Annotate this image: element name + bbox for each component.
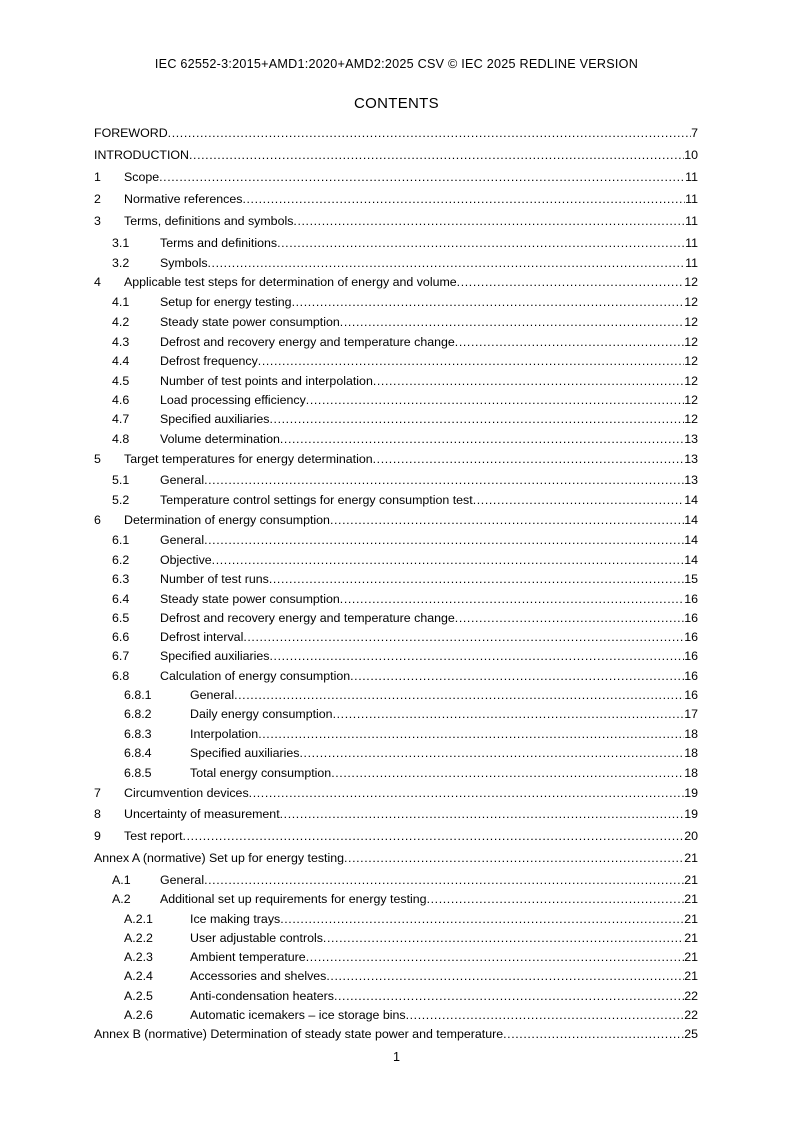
- toc-leader-dots: [280, 806, 685, 823]
- toc-entry-label: Defrost and recovery energy and temperature change: [160, 611, 455, 625]
- toc-entry-label: Temperature control settings for energy consumption test: [160, 493, 473, 507]
- toc-entry-number: 9: [94, 829, 101, 843]
- toc-entry-number: 8: [94, 807, 101, 821]
- toc-entry-page: 16: [684, 630, 698, 644]
- toc-leader-dots: [330, 512, 684, 529]
- toc-entry-label: Determination of energy consumption: [124, 513, 330, 527]
- toc-entry-number: A.2.3: [124, 950, 153, 964]
- toc-entry[interactable]: [94, 492, 698, 509]
- toc-entry-label: INTRODUCTION: [94, 148, 189, 162]
- toc-entry-page: 25: [684, 1027, 698, 1041]
- toc-entry-page: 12: [684, 275, 698, 289]
- toc-leader-dots: [350, 668, 684, 685]
- toc-entry-label: Total energy consumption: [190, 766, 332, 780]
- toc-leader-dots: [208, 255, 686, 272]
- toc-entry-number: 7: [94, 786, 101, 800]
- toc-entry-label: Normative references: [124, 192, 243, 206]
- toc-leader-dots: [331, 765, 684, 782]
- toc-leader-dots: [334, 988, 684, 1005]
- toc-entry[interactable]: [94, 274, 698, 291]
- toc-entry-page: 12: [684, 295, 698, 309]
- toc-entry[interactable]: [94, 235, 698, 252]
- toc-leader-dots: [340, 591, 684, 608]
- toc-entry[interactable]: [94, 745, 698, 762]
- page-number: 1: [392, 1050, 400, 1064]
- toc-entry-page: 16: [684, 669, 698, 683]
- toc-leader-dots: [293, 213, 685, 230]
- toc-entry-page: 18: [684, 746, 698, 760]
- toc-entry-number: 4: [94, 275, 101, 289]
- toc-entry-number: 6.5: [112, 611, 130, 625]
- toc-entry-label: Terms and definitions: [160, 236, 278, 250]
- toc-entry[interactable]: [94, 968, 698, 985]
- toc-leader-dots: [204, 472, 684, 489]
- toc-entry-page: 14: [684, 553, 698, 567]
- toc-entry-number: A.2.2: [124, 931, 153, 945]
- toc-entry-number: 4.7: [112, 412, 130, 426]
- toc-entry[interactable]: [94, 648, 698, 665]
- toc-entry-number: 6.3: [112, 572, 130, 586]
- toc-entry[interactable]: [94, 213, 698, 230]
- toc-entry-label: FOREWORD: [94, 126, 168, 140]
- toc-leader-dots: [270, 411, 685, 428]
- toc-leader-dots: [269, 571, 684, 588]
- toc-entry-page: 15: [684, 572, 698, 586]
- toc-entry-page: 16: [684, 592, 698, 606]
- toc-leader-dots: [323, 930, 684, 947]
- toc-entry-number: 6.8.5: [124, 766, 152, 780]
- toc-entry[interactable]: [94, 147, 698, 164]
- toc-entry-label: Defrost frequency: [160, 354, 258, 368]
- toc-entry-label: Steady state power consumption: [160, 592, 340, 606]
- toc-entry[interactable]: [94, 949, 698, 966]
- toc-entry-page: 20: [684, 829, 698, 843]
- toc-entry-label: Symbols: [160, 256, 208, 270]
- toc-leader-dots: [373, 451, 685, 468]
- toc-entry-number: A.2.1: [124, 912, 153, 926]
- toc-entry[interactable]: [94, 785, 698, 802]
- toc-entry-number: 6.8.2: [124, 707, 152, 721]
- toc-entry-page: 22: [684, 1008, 698, 1022]
- toc-entry-page: 21: [684, 950, 698, 964]
- toc-entry[interactable]: [94, 255, 698, 272]
- toc-entry[interactable]: [94, 911, 698, 928]
- toc-entry-page: 21: [684, 873, 698, 887]
- toc-entry[interactable]: [94, 765, 698, 782]
- toc-leader-dots: [427, 891, 685, 908]
- toc-leader-dots: [243, 629, 684, 646]
- toc-entry-label: Specified auxiliaries: [190, 746, 300, 760]
- toc-entry[interactable]: [94, 726, 698, 743]
- toc-entry-label: Scope: [124, 170, 160, 184]
- toc-entry[interactable]: [94, 872, 698, 889]
- toc-entry-page: 14: [684, 493, 698, 507]
- toc-leader-dots: [159, 169, 685, 186]
- toc-entry-label: Objective: [160, 553, 212, 567]
- toc-leader-dots: [242, 191, 685, 208]
- toc-leader-dots: [183, 828, 685, 845]
- toc-leader-dots: [455, 610, 684, 627]
- toc-leader-dots: [212, 552, 685, 569]
- toc-leader-dots: [455, 334, 684, 351]
- toc-entry-number: 2: [94, 192, 101, 206]
- toc-entry-label: Ambient temperature: [190, 950, 306, 964]
- toc-leader-dots: [258, 353, 684, 370]
- toc-entry[interactable]: [94, 828, 698, 845]
- toc-entry[interactable]: [94, 125, 698, 142]
- toc-entry-label: Annex B (normative) Determination of steady state power and temperature: [94, 1027, 504, 1041]
- toc-entry[interactable]: [94, 806, 698, 823]
- toc-entry-page: 18: [684, 766, 698, 780]
- toc-entry[interactable]: [94, 411, 698, 428]
- toc-entry-number: 6: [94, 513, 101, 527]
- toc-entry-number: 6.8.3: [124, 727, 152, 741]
- toc-entry-label: Test report: [124, 829, 183, 843]
- toc-entry-number: A.2: [112, 892, 131, 906]
- toc-leader-dots: [333, 706, 685, 723]
- toc-leader-dots: [473, 492, 685, 509]
- toc-entry-number: 1: [94, 170, 101, 184]
- toc-leader-dots: [270, 648, 685, 665]
- toc-leader-dots: [292, 294, 685, 311]
- toc-entry-number: 3.2: [112, 256, 130, 270]
- toc-entry-page: 19: [684, 807, 698, 821]
- toc-entry-number: 6.2: [112, 553, 130, 567]
- toc-entry-page: 11: [685, 256, 698, 270]
- toc-leader-dots: [189, 147, 684, 164]
- toc-leader-dots: [168, 125, 691, 142]
- page-header: IEC 62552-3:2015+AMD1:2020+AMD2:2025 CSV © IEC 2025 REDLINE VERSION: [154, 57, 639, 71]
- toc-entry-page: 21: [684, 851, 698, 865]
- toc-entry-page: 14: [684, 513, 698, 527]
- toc-entry-label: General: [160, 473, 205, 487]
- toc-entry-page: 10: [684, 148, 698, 162]
- toc-entry-label: Specified auxiliaries: [160, 649, 270, 663]
- toc-entry-number: 6.8: [112, 669, 130, 683]
- toc-entry-number: 5.1: [112, 473, 130, 487]
- toc-entry-label: Volume determination: [160, 432, 280, 446]
- toc-entry-number: A.2.5: [124, 989, 153, 1003]
- toc-entry[interactable]: [94, 392, 698, 409]
- toc-entry[interactable]: [94, 706, 698, 723]
- toc-entry[interactable]: [94, 1026, 698, 1043]
- toc-entry-page: 12: [684, 374, 698, 388]
- toc-leader-dots: [249, 785, 685, 802]
- toc-entry-page: 16: [684, 611, 698, 625]
- toc-entry-number: A.1: [112, 873, 131, 887]
- toc-entry[interactable]: [94, 353, 698, 370]
- toc-entry[interactable]: [94, 451, 698, 468]
- toc-entry-page: 14: [684, 533, 698, 547]
- toc-entry-label: Specified auxiliaries: [160, 412, 270, 426]
- toc-entry-page: 11: [685, 236, 698, 250]
- toc-leader-dots: [234, 687, 684, 704]
- toc-leader-dots: [340, 314, 684, 331]
- toc-entry[interactable]: [94, 532, 698, 549]
- toc-entry[interactable]: [94, 571, 698, 588]
- toc-entry-label: General: [190, 688, 235, 702]
- toc-entry-label: Defrost and recovery energy and temperature change: [160, 335, 455, 349]
- toc-entry[interactable]: [94, 850, 698, 867]
- toc-leader-dots: [306, 949, 685, 966]
- toc-entry-page: 18: [684, 727, 698, 741]
- toc-entry-page: 16: [684, 688, 698, 702]
- toc-entry[interactable]: [94, 294, 698, 311]
- toc-entry-page: 17: [684, 707, 698, 721]
- toc-entry-label: Number of test runs: [160, 572, 269, 586]
- toc-entry[interactable]: [94, 373, 698, 390]
- toc-entry-page: 16: [684, 649, 698, 663]
- toc-entry-page: 11: [685, 192, 698, 206]
- toc-entry-number: 4.1: [112, 295, 130, 309]
- toc-entry-number: 6.8.4: [124, 746, 152, 760]
- toc-entry[interactable]: [94, 314, 698, 331]
- toc-leader-dots: [280, 431, 684, 448]
- toc-entry-number: 6.8.1: [124, 688, 152, 702]
- toc-entry-label: Steady state power consumption: [160, 315, 340, 329]
- toc-entry-label: Setup for energy testing: [160, 295, 292, 309]
- toc-entry-page: 13: [684, 473, 698, 487]
- toc-entry-label: Interpolation: [190, 727, 259, 741]
- toc-entry-label: Ice making trays: [190, 912, 281, 926]
- toc-entry-page: 12: [684, 354, 698, 368]
- toc-entry-number: 4.6: [112, 393, 130, 407]
- toc-entry-number: 4.4: [112, 354, 130, 368]
- toc-entry-page: 12: [684, 412, 698, 426]
- toc-leader-dots: [406, 1007, 685, 1024]
- toc-entry[interactable]: [94, 552, 698, 569]
- toc-entry-label: Calculation of energy consumption: [160, 669, 351, 683]
- toc-entry-number: 6.7: [112, 649, 130, 663]
- toc-leader-dots: [306, 392, 684, 409]
- toc-leader-dots: [326, 968, 684, 985]
- toc-entry-number: 3: [94, 214, 101, 228]
- toc-entry-label: Accessories and shelves: [190, 969, 327, 983]
- toc-entry-label: Uncertainty of measurement: [124, 807, 280, 821]
- toc-entry-number: 6.6: [112, 630, 130, 644]
- toc-entry[interactable]: [94, 687, 698, 704]
- toc-entry-label: Terms, definitions and symbols: [124, 214, 294, 228]
- toc-entry-label: Defrost interval: [160, 630, 244, 644]
- page-title: CONTENTS: [354, 95, 439, 112]
- toc-entry[interactable]: [94, 891, 698, 908]
- toc-entry-label: User adjustable controls: [190, 931, 323, 945]
- toc-entry-label: Circumvention devices: [124, 786, 249, 800]
- toc-entry[interactable]: [94, 610, 698, 627]
- toc-entry-page: 21: [684, 892, 698, 906]
- toc-leader-dots: [344, 850, 684, 867]
- toc-entry[interactable]: [94, 930, 698, 947]
- toc-leader-dots: [204, 872, 684, 889]
- toc-entry[interactable]: [94, 1007, 698, 1024]
- toc-entry-number: 5: [94, 452, 101, 466]
- toc-entry-label: Load processing efficiency: [160, 393, 306, 407]
- toc-entry-label: Annex A (normative) Set up for energy testing: [94, 851, 345, 865]
- toc-leader-dots: [503, 1026, 684, 1043]
- toc-entry-label: Automatic icemakers – ice storage bins: [190, 1008, 406, 1022]
- toc-entry-label: Applicable test steps for determination of energy and volume: [124, 275, 457, 289]
- toc-entry-page: 21: [684, 969, 698, 983]
- toc-entry-number: A.2.4: [124, 969, 153, 983]
- toc-entry-page: 19: [684, 786, 698, 800]
- toc-entry-number: 4.8: [112, 432, 130, 446]
- toc-leader-dots: [457, 274, 685, 291]
- toc-entry-number: 6.1: [112, 533, 130, 547]
- toc-entry-number: 4.3: [112, 335, 130, 349]
- toc-entry[interactable]: [94, 512, 698, 529]
- toc-entry-page: 12: [684, 393, 698, 407]
- toc-leader-dots: [300, 745, 685, 762]
- toc-entry-page: 7: [691, 126, 698, 140]
- toc-entry-page: 12: [684, 335, 698, 349]
- toc-entry-number: A.2.6: [124, 1008, 153, 1022]
- toc-leader-dots: [258, 726, 684, 743]
- toc-entry-page: 12: [684, 315, 698, 329]
- toc-entry[interactable]: [94, 988, 698, 1005]
- toc-entry-label: Daily energy consumption: [190, 707, 333, 721]
- toc-entry-page: 11: [685, 170, 698, 184]
- toc-entry-page: 22: [684, 989, 698, 1003]
- toc-entry[interactable]: [94, 591, 698, 608]
- toc-entry-page: 21: [684, 912, 698, 926]
- toc-entry-label: Anti-condensation heaters: [190, 989, 334, 1003]
- toc-leader-dots: [280, 911, 684, 928]
- toc-entry-number: 6.4: [112, 592, 130, 606]
- toc-entry[interactable]: [94, 629, 698, 646]
- toc-leader-dots: [277, 235, 685, 252]
- toc-entry[interactable]: [94, 431, 698, 448]
- toc-entry-page: 21: [684, 931, 698, 945]
- toc-entry[interactable]: [94, 169, 698, 186]
- toc-entry-label: General: [160, 533, 205, 547]
- toc-entry-number: 4.2: [112, 315, 130, 329]
- toc-entry-page: 13: [684, 432, 698, 446]
- toc-entry-label: Target temperatures for energy determination: [124, 452, 373, 466]
- toc-entry-page: 13: [684, 452, 698, 466]
- toc-entry-number: 5.2: [112, 493, 130, 507]
- toc-entry-number: 3.1: [112, 236, 130, 250]
- toc-entry-number: 4.5: [112, 374, 130, 388]
- toc-entry-page: 11: [685, 214, 698, 228]
- toc-entry-label: General: [160, 873, 205, 887]
- toc-entry[interactable]: [94, 668, 698, 685]
- toc-entry-label: Additional set up requirements for energy testing: [160, 892, 427, 906]
- toc-entry-label: Number of test points and interpolation: [160, 374, 373, 388]
- toc-leader-dots: [204, 532, 684, 549]
- toc-entry[interactable]: [94, 472, 698, 489]
- toc-entry[interactable]: [94, 334, 698, 351]
- toc-entry[interactable]: [94, 191, 698, 208]
- toc-leader-dots: [373, 373, 684, 390]
